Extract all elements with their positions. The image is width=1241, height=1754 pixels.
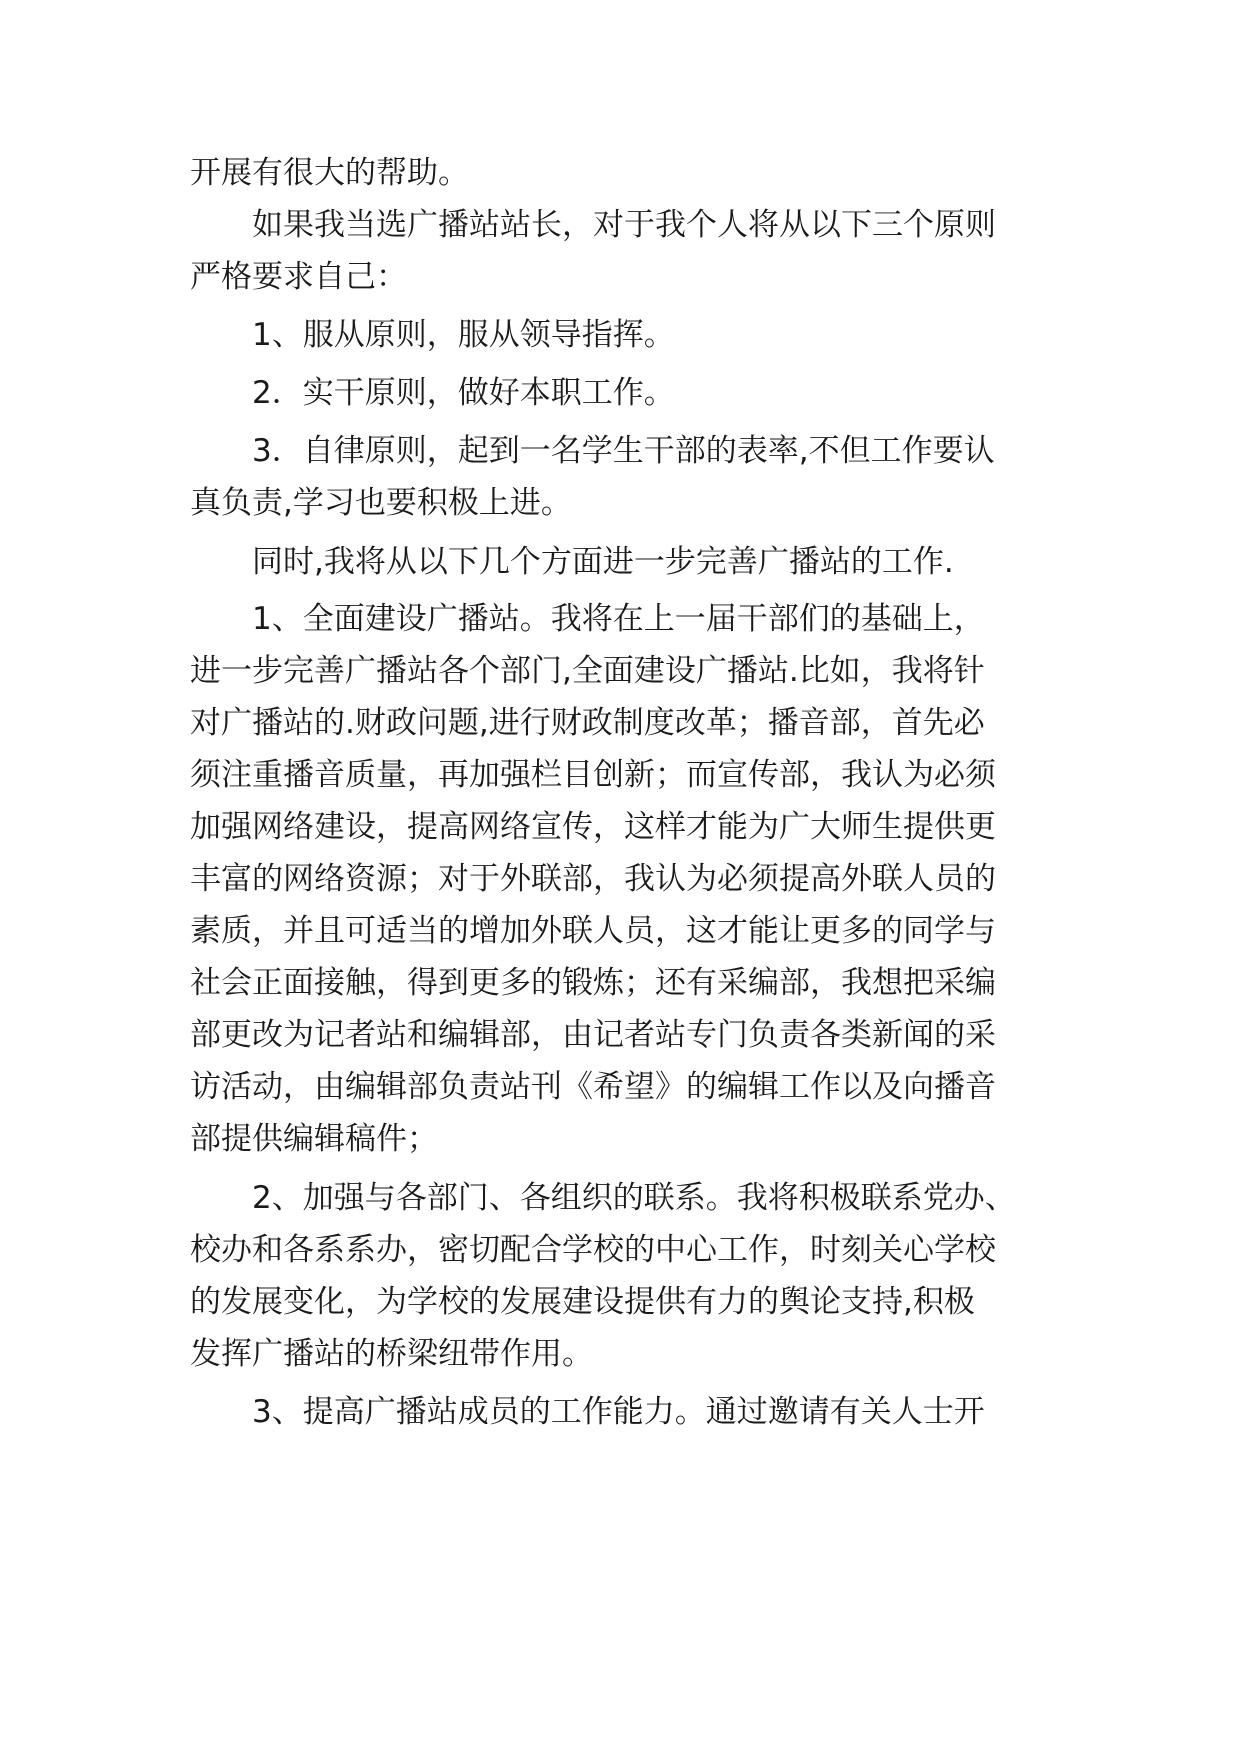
text-line: 同时,我将从以下几个方面进一步完善广播站的工作. [190,544,954,580]
text-line: 访活动，由编辑部负责站刊《希望》的编辑工作以及向播音 [190,1069,996,1105]
text-line: 对广播站的.财政问题,进行财政制度改革；播音部，首先必 [190,705,985,741]
text-line: 社会正面接触，得到更多的锻炼；还有采编部，我想把采编 [190,965,996,1001]
text-line: 部更改为记者站和编辑部，由记者站专门负责各类新闻的采 [190,1017,996,1053]
text-line: 2、加强与各部门、各组织的联系。我将积极联系党办、 [190,1180,1016,1216]
text-line: 加强网络建设，提高网络宣传，这样才能为广大师生提供更 [190,809,996,845]
text-line: 开展有很大的帮助。 [190,155,469,191]
text-line: 校办和各系系办，密切配合学校的中心工作，时刻关心学校 [190,1232,996,1268]
text-line: 部提供编辑稿件； [190,1121,438,1157]
text-line: 严格要求自己： [190,259,407,295]
text-line: 素质，并且可适当的增加外联人员，这才能让更多的同学与 [190,913,996,949]
text-line: 1、服从原则，服从领导指挥。 [190,317,675,353]
text-line: 进一步完善广播站各个部门,全面建设广播站.比如，我将针 [190,653,985,689]
text-line: 真负责,学习也要积极上进。 [190,485,572,521]
text-line: 3．自律原则，起到一名学生干部的表率,不但工作要认 [190,433,995,469]
text-line: 须注重播音质量，再加强栏目创新；而宣传部，我认为必须 [190,757,996,793]
text-line: 如果我当选广播站站长，对于我个人将从以下三个原则 [190,207,996,243]
text-line: 的发展变化，为学校的发展建设提供有力的舆论支持,积极 [190,1284,975,1320]
text-line: 丰富的网络资源；对于外联部，我认为必须提高外联人员的 [190,861,996,897]
text-line: 2．实干原则，做好本职工作。 [190,375,675,411]
text-line: 发挥广播站的桥梁纽带作用。 [190,1336,593,1372]
text-line: 1、全面建设广播站。我将在上一届干部们的基础上， [190,601,985,637]
text-line: 3、提高广播站成员的工作能力。通过邀请有关人士开 [190,1394,985,1430]
